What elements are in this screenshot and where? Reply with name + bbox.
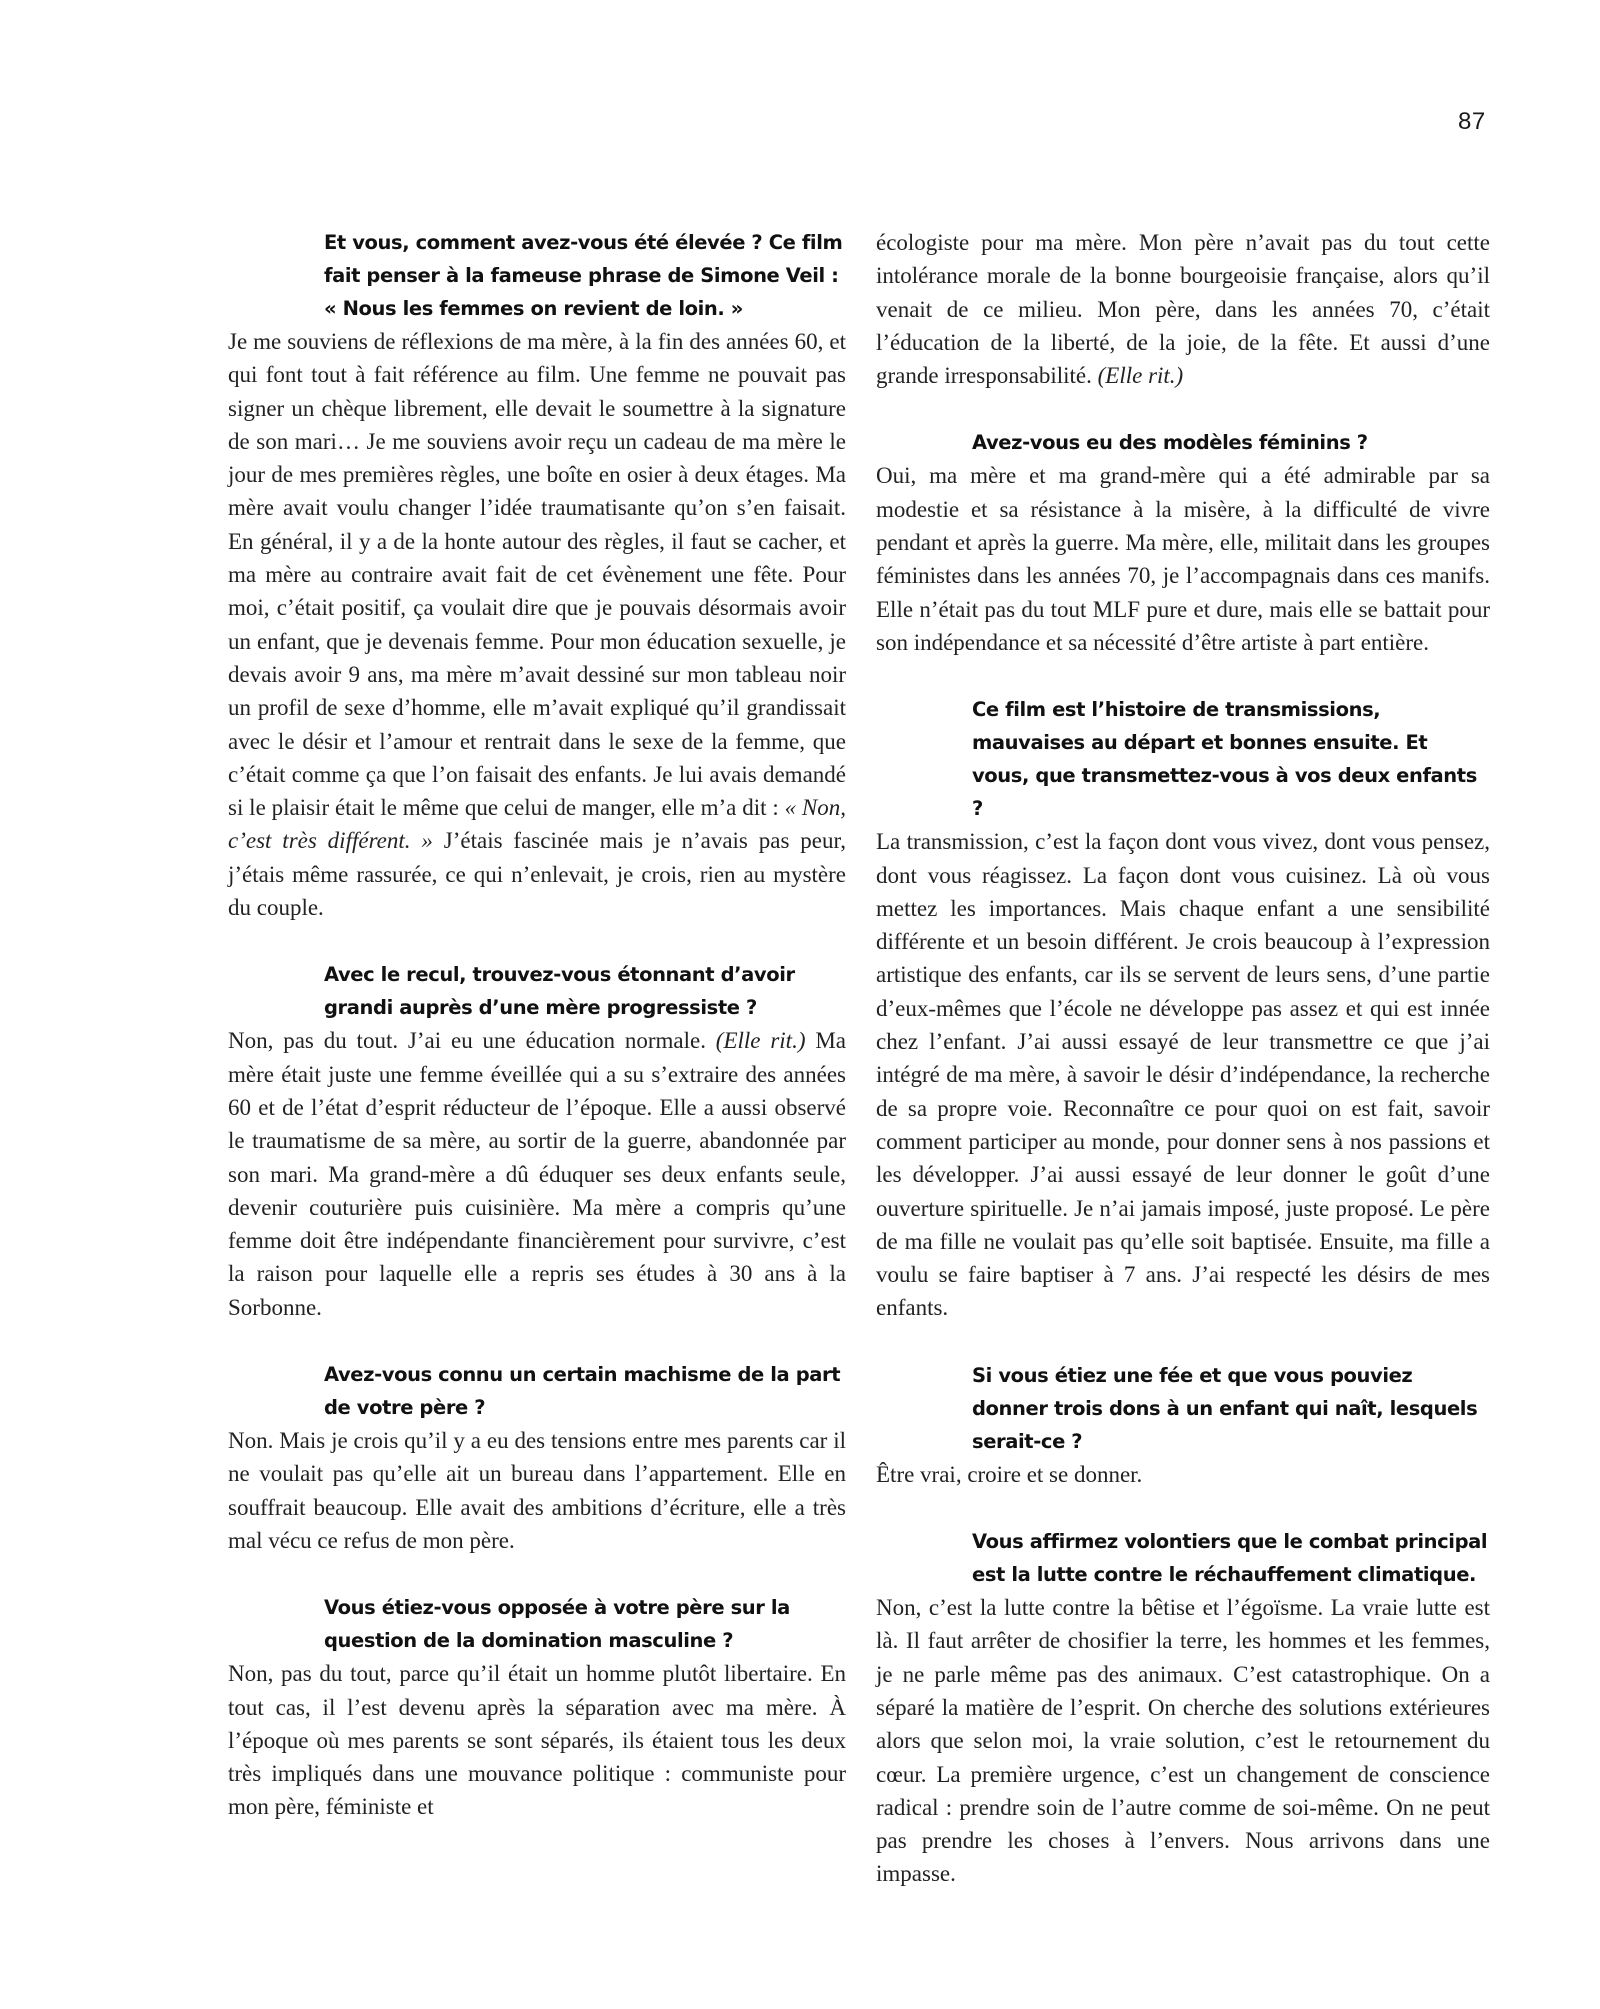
interview-answer [228, 325, 846, 924]
interview-answer [876, 459, 1490, 659]
interview-answer [876, 825, 1490, 1324]
answer-italic: (Elle rit.) [715, 1028, 806, 1054]
interview-answer [876, 226, 1490, 392]
page-number: 87 [1458, 108, 1486, 135]
answer-italic: « Non, c’est très différent. » [228, 795, 846, 854]
answer-text: Oui, ma mère et ma grand-mère qui a été admirable par sa modestie et sa résistance à la misère, à la difficulté de vivre pendant et après la guerre. Ma mère, elle, militait dans les groupes féministes dans les années 70, je l’accompagnais dans ces manifs. Elle n’était pas du tout MLF pure et dure, mais elle se battait pour son indépendance et sa nécessité d’être artiste à part entière. [876, 463, 1490, 655]
qa-block [228, 226, 846, 924]
answer-text: Ma mère était juste une femme éveillée qui a su s’extraire des années 60 et de l’état d’esprit réducteur de l’époque. Elle a aussi observé le traumatisme de sa mère, au sortir de la guerre, abandonnée par son mari. Ma grand-mère a dû éduquer ses deux enfants seule, devenir couturière puis cuisinière. Ma mère a compris qu’une femme doit être indépendante financièrement pour survivre, c’est la raison pour laquelle elle a repris ses études à 30 ans à la Sorbonne. [228, 1028, 846, 1320]
answer-text: Non, pas du tout, parce qu’il était un homme plutôt libertaire. En tout cas, il l’est devenu après la séparation avec ma mère. À l’époque où mes parents se sont séparés, ils étaient tous les deux très impliqués dans une mouvance politique : communiste pour mon père, féministe et [228, 1661, 846, 1820]
interview-question: Si vous étiez une fée et que vous pouviez donner trois dons à un enfant qui naît, lesquels serait-ce ? [972, 1363, 1478, 1453]
interview-answer [876, 1458, 1490, 1491]
answer-text: Non, c’est la lutte contre la bêtise et l’égoïsme. La vraie lutte est là. Il faut arrêter de chosifier la terre, les hommes et les femmes, je ne parle même pas des animaux. C’est catastrophique. On a séparé la matière de l’esprit. On cherche des solutions extérieures alors que selon moi, la vraie solution, c’est le retournement du cœur. La première urgence, c’est un changement de conscience radical : prendre soin de l’autre comme de soi-même. On ne peut pas prendre les choses à l’envers. Nous arrivons dans une impasse. [876, 1595, 1490, 1887]
answer-text: J’étais fascinée mais je n’avais pas peur, j’étais même rassurée, ce qui n’enlevait, je crois, rien au mystère du couple. [228, 828, 846, 921]
qa-block [228, 1358, 846, 1557]
interview-question: Vous affirmez volontiers que le combat principal est la lutte contre le réchauffement climatique. [972, 1530, 1488, 1587]
continued-answer [876, 226, 1490, 392]
interview-answer [876, 1591, 1490, 1891]
qa-block [876, 426, 1490, 659]
answer-text: Non, pas du tout. J’ai eu une éducation normale. [228, 1028, 716, 1054]
qa-block [876, 1359, 1490, 1491]
qa-block [228, 1591, 846, 1823]
interview-question: Vous étiez-vous opposée à votre père sur la question de la domination masculine ? [324, 1596, 790, 1653]
interview-question: Avez-vous connu un certain machisme de la part de votre père ? [324, 1363, 841, 1420]
interview-answer [228, 1657, 846, 1823]
interview-answer [228, 1024, 846, 1324]
qa-block [876, 1525, 1490, 1891]
qa-block [228, 958, 846, 1324]
answer-text: Être vrai, croire et se donner. [876, 1461, 1143, 1487]
answer-text: Non. Mais je crois qu’il y a eu des tensions entre mes parents car il ne voulait pas qu’elle ait un bureau dans l’appartement. Elle en souffrait beaucoup. Elle avait des ambitions d’écriture, elle a très mal vécu ce refus de mon père. [228, 1428, 846, 1553]
interview-question: Avec le recul, trouvez-vous étonnant d’avoir grandi auprès d’une mère progressiste ? [324, 963, 795, 1020]
answer-text: La transmission, c’est la façon dont vous vivez, dont vous pensez, dont vous réagissez. La façon dont vous cuisinez. Là où vous mettez les importances. Mais chaque enfant a une sensibilité différente et un besoin différent. Je crois beaucoup à l’expression artistique des enfants, car ils se servent de leurs sens, d’une partie d’eux-mêmes que l’école ne développe pas assez et qui est innée chez l’enfant. J’ai aussi essayé de leur transmettre ce que j’ai intégré de ma mère, à savoir le désir d’indépendance, la recherche de sa propre voie. Reconnaître ce pour quoi on est fait, savoir comment participer au monde, pour donner sens à nos passions et les développer. J’ai aussi essayé de leur donner le goût d’une ouverture spirituelle. Je n’ai jamais imposé, juste proposé. Le père de ma fille ne voulait pas qu’elle soit baptisée. Ensuite, ma fille a voulu se faire baptiser à 7 ans. J’ai respecté les désirs de mes enfants. [876, 829, 1490, 1321]
qa-block [876, 693, 1490, 1324]
answer-text: écologiste pour ma mère. Mon père n’avait pas du tout cette intolérance morale de la bonne bourgeoisie française, alors qu’il venait de ce milieu. Mon père, dans les années 70, c’était l’éducation de la liberté, de la joie, de la fête. Et aussi d’une grande irresponsabilité. [876, 230, 1490, 389]
interview-question: Ce film est l’histoire de transmissions, mauvaises au départ et bonnes ensuite. Et vous, que transmettez-vous à vos deux enfants ? [972, 698, 1477, 821]
interview-answer [228, 1424, 846, 1557]
left-column [228, 226, 846, 1824]
answer-text: Je me souviens de réflexions de ma mère, à la fin des années 60, et qui font tout à fait référence au film. Une femme ne pouvait pas signer un chèque librement, elle devait le soumettre à la signature de son mari… Je me souviens avoir reçu un cadeau de ma mère le jour de mes premières règles, une boîte en osier à deux étages. Ma mère avait voulu changer l’idée traumatisante qu’on s’en faisait. En général, il y a de la honte autour des règles, il faut se cacher, et ma mère au contraire avait fait de cet évènement une fête. Pour moi, c’était positif, ça voulait dire que je pouvais désormais avoir un enfant, que je devenais femme. Pour mon éducation sexuelle, je devais avoir 9 ans, ma mère m’avait dessiné sur mon tableau noir un profil de sexe d’homme, elle m’avait expliqué qu’il grandissait avec le désir et l’amour et rentrait dans le sexe de la femme, que c’était comme ça que l’on faisait des enfants. Je lui avais demandé si le plaisir était le même que celui de manger, elle m’a dit : [228, 329, 846, 821]
interview-question: Et vous, comment avez-vous été élevée ? Ce film fait penser à la fameuse phrase de Simone Veil : « Nous les femmes on revient de loin. » [324, 231, 843, 320]
interview-question: Avez-vous eu des modèles féminins ? [972, 431, 1368, 455]
answer-italic: (Elle rit.) [1097, 363, 1184, 389]
right-column [876, 226, 1490, 1891]
